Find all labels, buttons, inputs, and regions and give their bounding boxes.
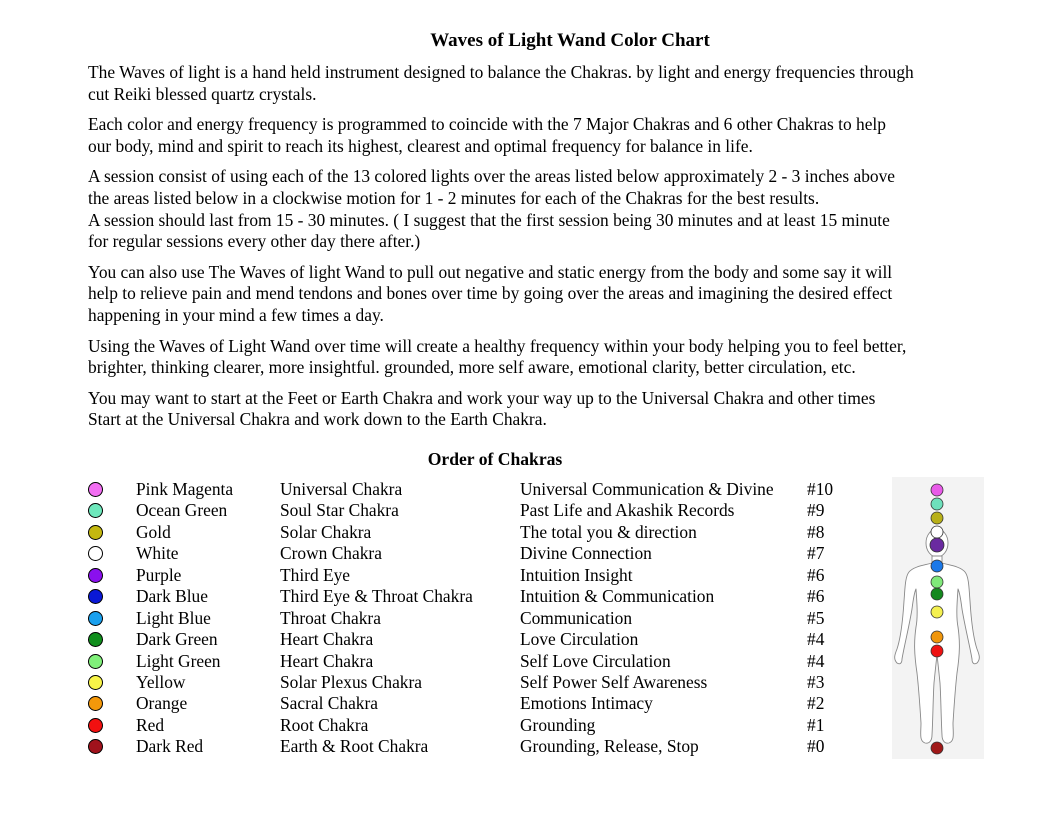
color-name: Yellow — [136, 671, 186, 692]
paragraph — [88, 336, 988, 379]
chakra-number: #4 — [807, 629, 825, 650]
figure-chakra-dot — [931, 742, 943, 754]
chakra-name: Throat Chakra — [280, 607, 381, 628]
color-name: Red — [136, 714, 165, 735]
page-title: Waves of Light Wand Color Chart — [430, 30, 710, 51]
color-name: Dark Blue — [136, 586, 208, 607]
paragraph — [88, 388, 988, 431]
paragraph-line: help to relieve pain and mend tendons and bones over time by going over the areas and imagining the desired effect — [88, 283, 893, 304]
figure-chakra-dot — [931, 512, 943, 524]
paragraph-line: A session should last from 15 - 30 minutes. ( I suggest that the first session being 30 minutes and at least 15 minute — [88, 209, 890, 230]
chakra-number: #9 — [807, 500, 825, 521]
chakra-meaning: Grounding — [520, 714, 596, 735]
chakra-number: #0 — [807, 736, 825, 757]
figure-chakra-dot — [931, 484, 943, 496]
chakra-name: Solar Plexus Chakra — [280, 671, 423, 692]
color-dot-icon — [88, 503, 103, 518]
chakra-name: Solar Chakra — [280, 521, 372, 542]
chakra-meaning: Divine Connection — [520, 543, 652, 564]
chakra-name: Heart Chakra — [280, 650, 374, 671]
chakra-number: #3 — [807, 671, 825, 692]
color-dot-icon — [88, 675, 103, 690]
color-name: Light Blue — [136, 607, 211, 628]
color-dot-icon — [88, 654, 103, 669]
figure-chakra-dot — [931, 588, 943, 600]
chakra-number: #4 — [807, 650, 825, 671]
color-dot-icon — [88, 525, 103, 540]
chakra-number: #5 — [807, 607, 825, 628]
paragraph-line: for regular sessions every other day there after.) — [88, 231, 421, 252]
color-dot-icon — [88, 696, 103, 711]
color-name: White — [136, 543, 179, 564]
body-figure-image — [892, 477, 984, 759]
color-name: Ocean Green — [136, 500, 228, 521]
color-dot-icon — [88, 718, 103, 733]
color-dot-icon — [88, 739, 103, 754]
chakra-name: Heart Chakra — [280, 629, 374, 650]
chakra-number: #8 — [807, 521, 825, 542]
paragraph-line: A session consist of using each of the 13 colored lights over the areas listed below approximately 2 - 3 inches above — [88, 166, 896, 187]
chakra-name: Root Chakra — [280, 714, 369, 735]
paragraph-line: You can also use The Waves of light Wand to pull out negative and static energy from the body and some say it will — [88, 261, 893, 282]
figure-chakra-dot — [930, 538, 944, 552]
paragraph — [88, 62, 988, 105]
color-name: Purple — [136, 564, 182, 585]
chakra-meaning: Universal Communication & Divine — [520, 479, 774, 499]
paragraph-line: Start at the Universal Chakra and work down to the Earth Chakra. — [88, 409, 547, 430]
color-name: Orange — [136, 693, 188, 714]
chakra-number: #10 — [807, 479, 834, 499]
color-name: Dark Green — [136, 629, 218, 650]
paragraph — [88, 262, 988, 327]
paragraph — [88, 166, 988, 252]
chakra-name: Third Eye & Throat Chakra — [280, 586, 473, 607]
color-dot-icon — [88, 568, 103, 583]
figure-chakra-dot — [931, 606, 943, 618]
chakra-number: #2 — [807, 693, 825, 714]
chakra-meaning: Past Life and Akashik Records — [520, 500, 735, 521]
chakra-number: #7 — [807, 543, 825, 564]
paragraph-line: happening in your mind a few times a day. — [88, 304, 384, 325]
chakra-meaning: Intuition Insight — [520, 564, 633, 585]
chakra-name: Sacral Chakra — [280, 693, 379, 714]
color-dot-icon — [88, 482, 103, 497]
order-heading: Order of Chakras — [427, 449, 563, 469]
intro-text — [88, 62, 988, 440]
paragraph-line: cut Reiki blessed quartz crystals. — [88, 83, 317, 104]
paragraph-line: brighter, thinking clearer, more insightful. grounded, more self aware, emotional clarity, better circulation, etc. — [88, 357, 856, 378]
chakra-number: #6 — [807, 564, 825, 585]
paragraph — [88, 114, 988, 157]
chakra-name: Earth & Root Chakra — [280, 736, 429, 757]
paragraph-line: You may want to start at the Feet or Earth Chakra and work your way up to the Universal Chakra and other times — [88, 387, 876, 408]
color-dot-icon — [88, 589, 103, 604]
chakra-meaning: Love Circulation — [520, 629, 639, 650]
chakra-meaning: Intuition & Communication — [520, 586, 715, 607]
color-dot-icon — [88, 632, 103, 647]
figure-chakra-dot — [931, 526, 943, 538]
paragraph-line: Each color and energy frequency is programmed to coincide with the 7 Major Chakras and 6 other Chakras to help — [88, 114, 886, 135]
chakra-name: Third Eye — [280, 564, 351, 585]
chakra-name: Universal Chakra — [280, 479, 403, 499]
color-name: Gold — [136, 521, 171, 542]
figure-chakra-dot — [931, 560, 943, 572]
chakra-name: Soul Star Chakra — [280, 500, 399, 521]
color-name: Pink Magenta — [136, 479, 234, 499]
chakra-number: #1 — [807, 714, 825, 735]
color-dot-icon — [88, 611, 103, 626]
paragraph-line: our body, mind and spirit to reach its highest, clearest and optimal frequency for balance in life. — [88, 135, 753, 156]
chakra-meaning: Communication — [520, 607, 633, 628]
figure-chakra-dot — [931, 498, 943, 510]
figure-chakra-dot — [931, 576, 943, 588]
color-dot-icon — [88, 546, 103, 561]
chakra-meaning: The total you & direction — [520, 521, 697, 542]
paragraph-line: Using the Waves of Light Wand over time will create a healthy frequency within your body helping you to feel better, — [88, 335, 907, 356]
chakra-meaning: Self Power Self Awareness — [520, 671, 708, 692]
color-name: Dark Red — [136, 736, 204, 757]
human-body-outline-icon — [892, 477, 984, 759]
chakra-meaning: Emotions Intimacy — [520, 693, 653, 714]
figure-chakra-dot — [931, 645, 943, 657]
paragraph-line: The Waves of light is a hand held instrument designed to balance the Chakras. by light and energy frequencies through — [88, 62, 914, 82]
chakra-number: #6 — [807, 586, 825, 607]
figure-chakra-dot — [931, 631, 943, 643]
chakra-meaning: Grounding, Release, Stop — [520, 736, 699, 757]
chakra-name: Crown Chakra — [280, 543, 382, 564]
color-name: Light Green — [136, 650, 221, 671]
chakra-meaning: Self Love Circulation — [520, 650, 671, 671]
paragraph-line: the areas listed below in a clockwise motion for 1 - 2 minutes for each of the Chakras for the best results. — [88, 187, 820, 208]
